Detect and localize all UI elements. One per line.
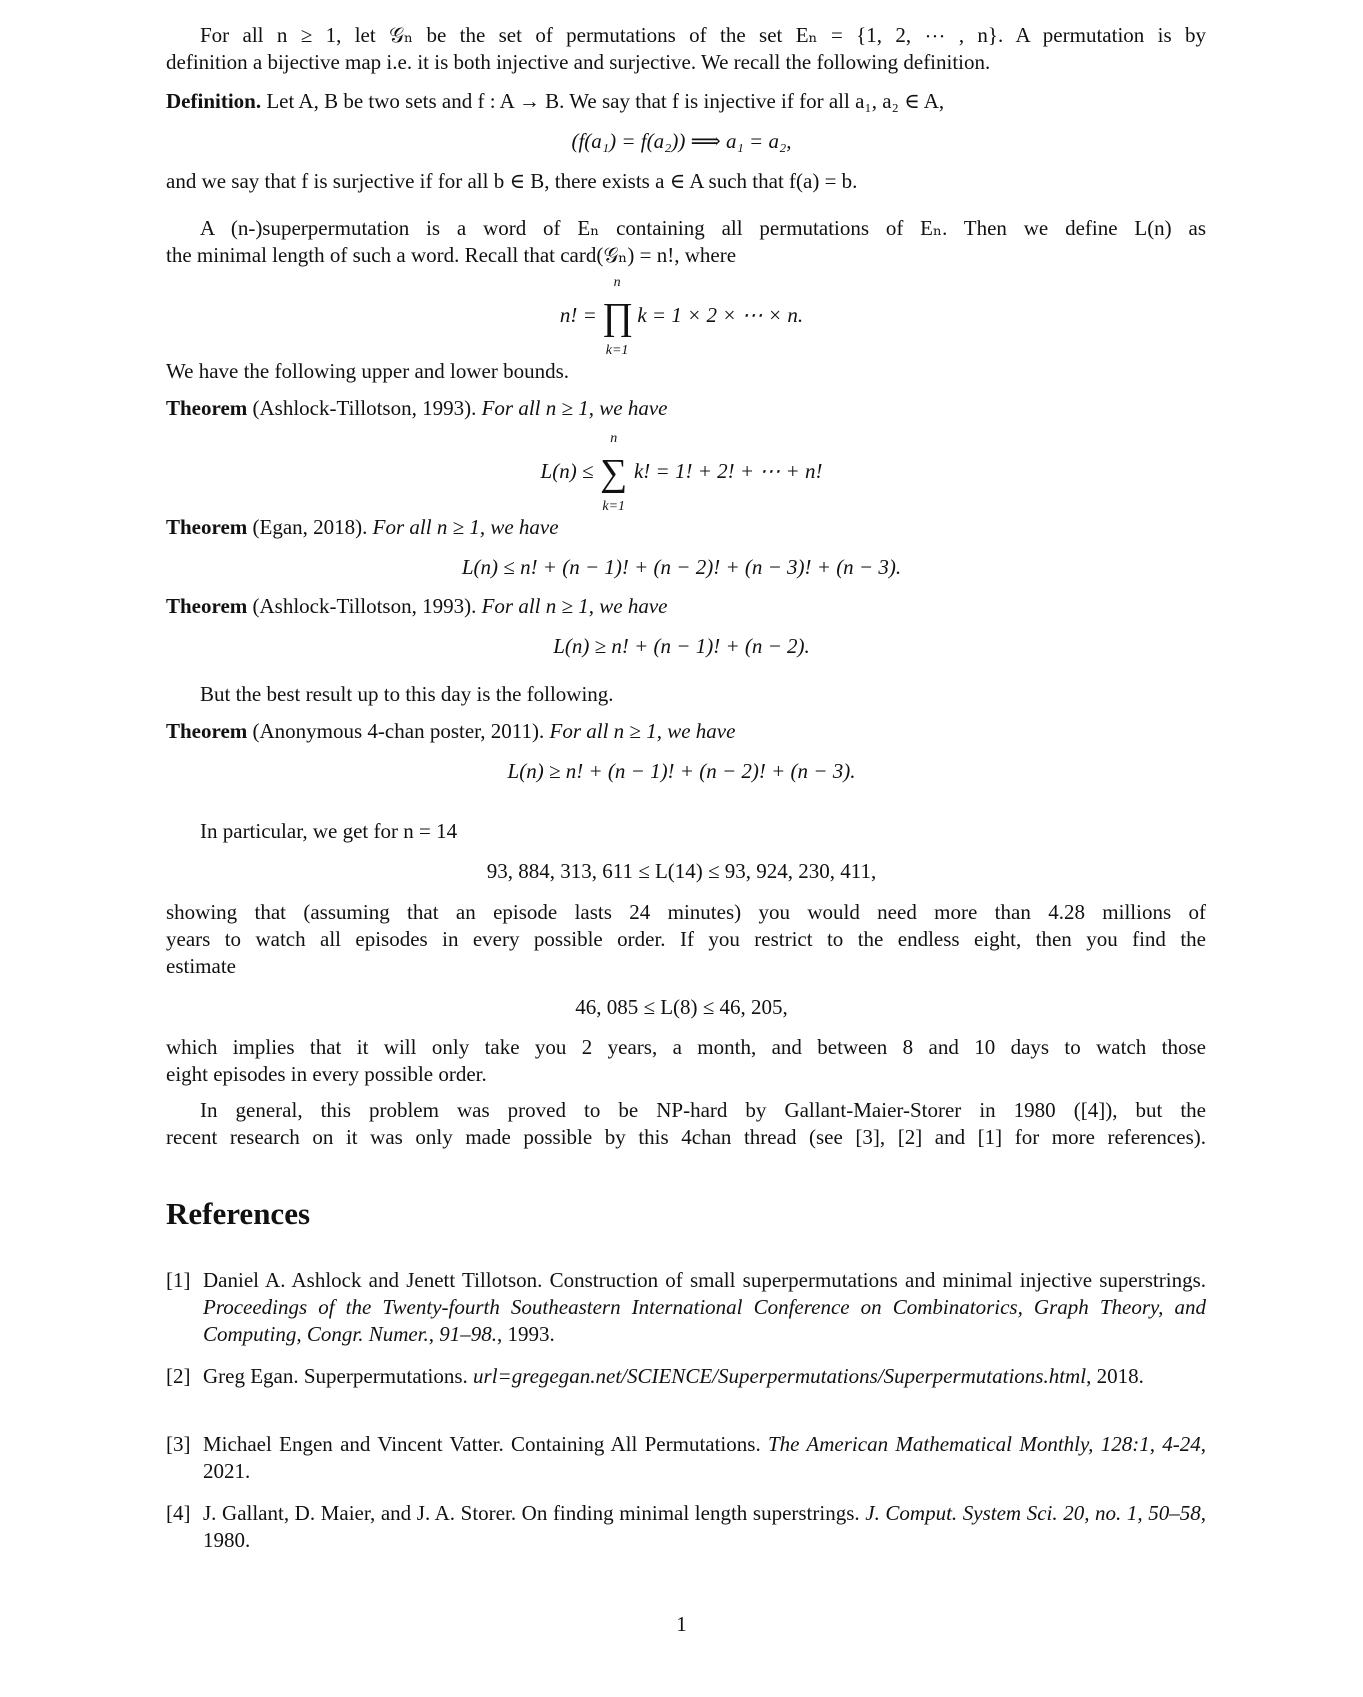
bounds-intro: We have the following upper and lower bounds. [166, 359, 570, 383]
references-heading: References [166, 1196, 311, 1231]
best-result-intro: But the best result up to this day is the following. [200, 682, 614, 706]
sum-eq-left: L(n) ≤ [540, 458, 594, 483]
reference-url[interactable]: url=gregegan.net/SCIENCE/Superpermutations/Superpermutations.html [473, 1364, 1087, 1388]
reference-authors-title: Michael Engen and Vincent Vatter. Containing All Permutations. [203, 1432, 768, 1456]
theorem-attribution: (Ashlock-Tillotson, 1993). [252, 396, 477, 420]
factorial-eq-left: n! = [559, 302, 597, 327]
reference-authors-title: Greg Egan. Superpermutations. [203, 1364, 474, 1388]
reference-body [203, 1500, 1206, 1554]
theorem-attribution: (Anonymous 4-chan poster, 2011). [252, 719, 545, 743]
theorem-label: Theorem [166, 594, 248, 618]
superpermutation-line-1: A (n-)superpermutation is a word of Eₙ containing all permutations of Eₙ. Then we define L(n) as [200, 216, 1206, 240]
theorem-2 [166, 514, 1206, 541]
reference-venue: Proceedings of the Twenty-fourth Southeastern International Conference on Combinatorics, Graph Theory, and Computing, Congr. Numer., 91–98. [203, 1295, 1206, 1346]
theorem-4-equation: L(n) ≥ n! + (n − 1)! + (n − 2)! + (n − 3). [507, 759, 856, 783]
reference-number: [1] [166, 1268, 191, 1292]
reference-year: , 2021. [203, 1432, 1206, 1483]
definition-equation: (f(a₁) = f(a₂)) ⟹ a₁ = a₂, [571, 129, 792, 153]
reference-authors-title: Daniel A. Ashlock and Jenett Tillotson. Construction of small superpermutations and minimal injective superstrings. [203, 1268, 1206, 1292]
theorem-statement: For all n ≥ 1, we have [549, 719, 736, 743]
theorem-attribution: (Egan, 2018). [252, 515, 368, 539]
reference-body [203, 1267, 1206, 1348]
factorial-equation [0, 275, 1363, 358]
reference-venue: The American Mathematical Monthly, 128:1, 4-24 [768, 1432, 1201, 1456]
theorem-label: Theorem [166, 396, 248, 420]
sum-lower-limit: k=1 [602, 499, 626, 514]
sum-upper-limit: n [610, 431, 618, 446]
sum-symbol: ∑ [600, 452, 628, 494]
reference-venue: J. Comput. System Sci. 20, no. 1, 50–58 [865, 1501, 1201, 1525]
reference-year: , 1980. [203, 1501, 1207, 1552]
general-line-2: recent research on it was only made possible by this 4chan thread (see [3], [2] and [1] for more references). [166, 1125, 1206, 1149]
product-upper-limit: n [613, 275, 621, 290]
sum-operator [599, 431, 629, 514]
paragraph-intro-line-1: For all n ≥ 1, let 𝒢ₙ be the set of permutations of the set Eₙ = {1, 2, ⋯ , n}. A permutation is by [200, 23, 1206, 47]
theorem-4 [166, 718, 1206, 745]
definition-label: Definition. [166, 89, 262, 113]
theorem-1 [166, 395, 1206, 422]
theorem-statement: For all n ≥ 1, we have [481, 396, 668, 420]
theorem-3-equation: L(n) ≥ n! + (n − 1)! + (n − 2). [553, 634, 810, 658]
reference-item [166, 1363, 1256, 1390]
definition-surjective-line: and we say that f is surjective if for all b ∈ B, there exists a ∈ A such that f(a) = b. [166, 169, 858, 193]
reference-number: [4] [166, 1501, 191, 1525]
product-lower-limit: k=1 [605, 343, 629, 358]
theorem-1-equation [0, 431, 1363, 514]
reference-body [203, 1363, 1256, 1390]
paragraph-intro-line-2: definition a bijective map i.e. it is both injective and surjective. We recall the following definition. [166, 50, 991, 74]
l14-estimate-equation: 93, 884, 313, 611 ≤ L(14) ≤ 93, 924, 230, 411, [486, 859, 877, 883]
reference-item [166, 1431, 1206, 1485]
definition-text: Let A, B be two sets and f : A → B. We say that f is injective if for all a₁, a₂ ∈ A, [266, 89, 945, 113]
endless-eight-line-1: which implies that it will only take you 2 years, a month, and between 8 and 10 days to watch those [166, 1035, 1206, 1059]
theorem-attribution: (Ashlock-Tillotson, 1993). [252, 594, 477, 618]
reference-number: [2] [166, 1364, 191, 1388]
superpermutation-line-2: the minimal length of such a word. Recall that card(𝒢ₙ) = n!, where [166, 243, 737, 267]
reference-year: , 1993. [497, 1322, 555, 1346]
episodes-line-2: years to watch all episodes in every possible order. If you restrict to the endless eight, then you find the [166, 927, 1206, 951]
episodes-line-3: estimate [166, 954, 236, 978]
theorem-3 [166, 593, 1206, 620]
definition [166, 88, 1206, 115]
l8-estimate-equation: 46, 085 ≤ L(8) ≤ 46, 205, [575, 995, 788, 1019]
sum-eq-right: k! = 1! + 2! + ⋯ + n! [633, 458, 823, 483]
theorem-label: Theorem [166, 719, 248, 743]
reference-year: , 2018. [1086, 1364, 1144, 1388]
theorem-label: Theorem [166, 515, 248, 539]
theorem-2-equation: L(n) ≤ n! + (n − 1)! + (n − 2)! + (n − 3)! + (n − 3). [461, 555, 902, 579]
theorem-statement: For all n ≥ 1, we have [481, 594, 668, 618]
reference-body [203, 1431, 1206, 1485]
product-operator [602, 275, 634, 358]
theorem-statement: For all n ≥ 1, we have [372, 515, 559, 539]
reference-item [166, 1500, 1206, 1554]
particular-intro: In particular, we get for n = 14 [200, 819, 458, 843]
product-symbol: ∏ [602, 296, 634, 338]
general-line-1: In general, this problem was proved to be NP-hard by Gallant-Maier-Storer in 1980 ([4]), but the [200, 1098, 1206, 1122]
reference-number: [3] [166, 1432, 191, 1456]
factorial-eq-right: k = 1 × 2 × ⋯ × n. [637, 302, 804, 327]
reference-authors-title: J. Gallant, D. Maier, and J. A. Storer. On finding minimal length superstrings. [203, 1501, 866, 1525]
reference-item [166, 1267, 1206, 1348]
endless-eight-line-2: eight episodes in every possible order. [166, 1062, 487, 1086]
page-number: 1 [676, 1612, 687, 1636]
episodes-line-1: showing that (assuming that an episode lasts 24 minutes) you would need more than 4.28 millions of [166, 900, 1206, 924]
